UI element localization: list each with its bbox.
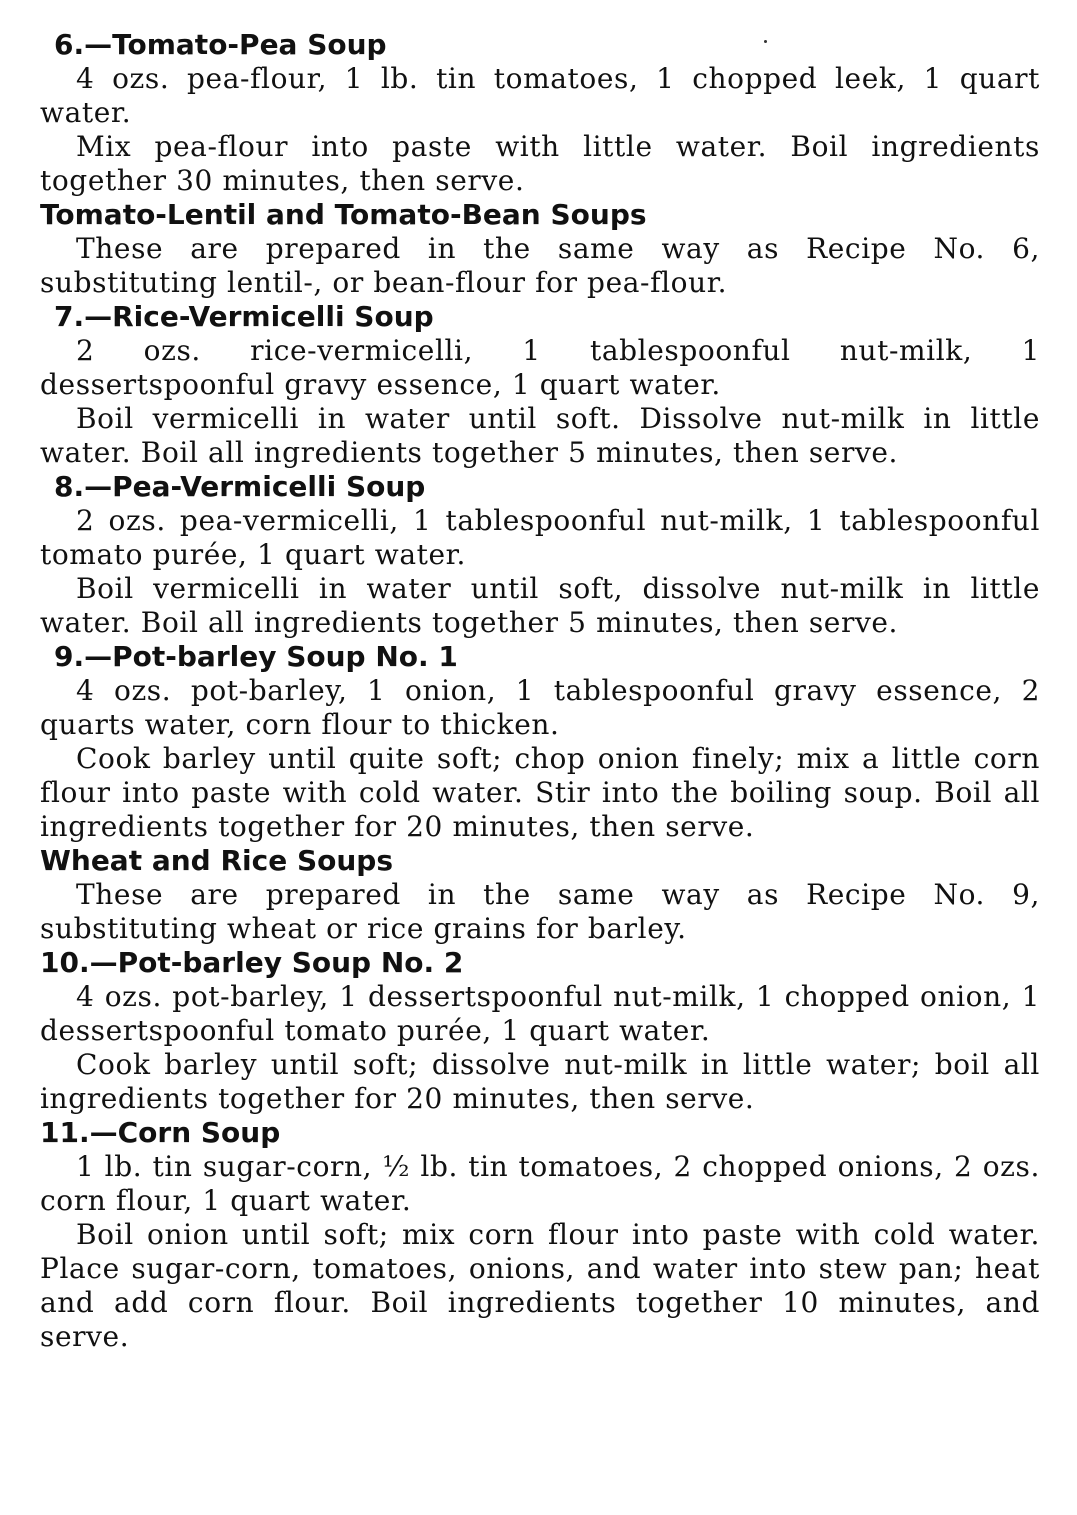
recipe-8 bbox=[40, 470, 1040, 640]
method-text: These are prepared in the same way as Recipe No. 6, substituting lentil-, or bean-flour for pea-flour. bbox=[40, 232, 1040, 299]
method-text: Cook barley until soft; dissolve nut-milk in little water; boil all ingredients together for 20 minutes, then serve. bbox=[40, 1048, 1040, 1115]
method-text: Boil vermicelli in water until soft, dissolve nut-milk in little water. Boil all ingredients together 5 minutes, then serve. bbox=[40, 572, 1040, 639]
ingredients-text: 2 ozs. rice-vermicelli, 1 tablespoonful nut-milk, 1 dessertspoonful gravy essence, 1 quart water. bbox=[40, 334, 1040, 401]
ingredients-text: 4 ozs. pot-barley, 1 onion, 1 tablespoonful gravy essence, 2 quarts water, corn flour to thicken. bbox=[40, 674, 1040, 741]
method-text: Boil onion until soft; mix corn flour into paste with cold water. Place sugar-corn, tomatoes, onions, and water into stew pan; heat and add corn flour. Boil ingredients together 10 minutes, and serve. bbox=[40, 1218, 1040, 1353]
ingredients-text: 4 ozs. pot-barley, 1 dessertspoonful nut-milk, 1 chopped onion, 1 dessertspoonful tomato purée, 1 quart water. bbox=[40, 980, 1040, 1047]
recipe-7 bbox=[40, 300, 1040, 470]
cookbook-page bbox=[40, 28, 1040, 1354]
recipe-heading: Tomato-Lentil and Tomato-Bean Soups bbox=[40, 198, 647, 231]
method-text: These are prepared in the same way as Recipe No. 9, substituting wheat or rice grains for barley. bbox=[40, 878, 1040, 945]
recipe-11 bbox=[40, 1116, 1040, 1354]
recipe-heading: 6.—Tomato-Pea Soup bbox=[54, 28, 387, 61]
recipe-heading: 7.—Rice-Vermicelli Soup bbox=[54, 300, 434, 333]
ingredients-text: 4 ozs. pea-flour, 1 lb. tin tomatoes, 1 chopped leek, 1 quart water. bbox=[40, 62, 1040, 129]
recipe-10 bbox=[40, 946, 1040, 1116]
recipe-tomato-lentil bbox=[40, 198, 1040, 300]
method-text: Mix pea-flour into paste with little water. Boil ingredients together 30 minutes, then serve. bbox=[40, 130, 1040, 197]
method-text: Boil vermicelli in water until soft. Dissolve nut-milk in little water. Boil all ingredients together 5 minutes, then serve. bbox=[40, 402, 1040, 469]
ingredients-text: 2 ozs. pea-vermicelli, 1 tablespoonful nut-milk, 1 tablespoonful tomato purée, 1 quart water. bbox=[40, 504, 1040, 571]
ingredients-text: 1 lb. tin sugar-corn, ½ lb. tin tomatoes, 2 chopped onions, 2 ozs. corn flour, 1 quart water. bbox=[40, 1150, 1040, 1217]
method-text: Cook barley until quite soft; chop onion finely; mix a little corn flour into paste with cold water. Stir into the boiling soup. Boil all ingredients together for 20 minutes, then serve. bbox=[40, 742, 1040, 843]
recipe-heading: 9.—Pot-barley Soup No. 1 bbox=[54, 640, 458, 673]
recipe-heading: 11.—Corn Soup bbox=[40, 1116, 281, 1149]
recipe-wheat-rice bbox=[40, 844, 1040, 946]
recipe-heading: 8.—Pea-Vermicelli Soup bbox=[54, 470, 426, 503]
recipe-heading: 10.—Pot-barley Soup No. 2 bbox=[40, 946, 464, 979]
recipe-heading: Wheat and Rice Soups bbox=[40, 844, 393, 877]
recipe-9 bbox=[40, 640, 1040, 844]
recipe-6 bbox=[40, 28, 1040, 198]
